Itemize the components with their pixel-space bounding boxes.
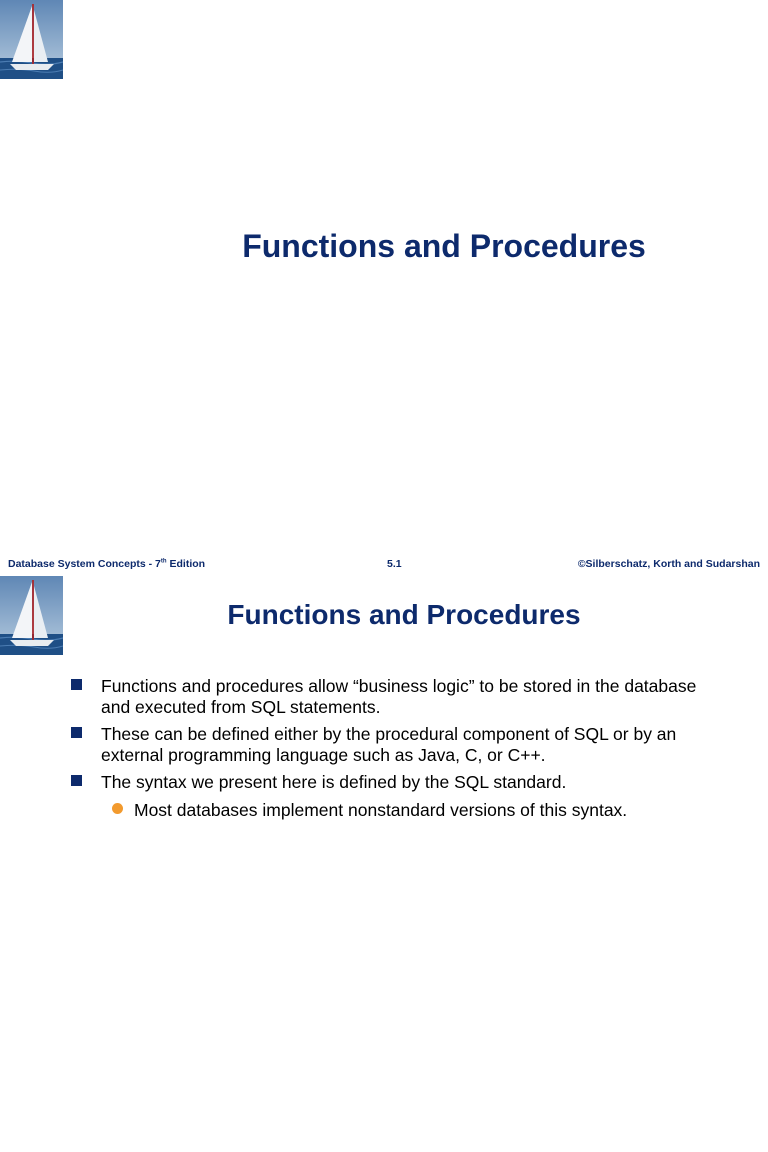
slide-title: Functions and Procedures (227, 599, 581, 630)
square-bullet-icon (71, 679, 82, 690)
bullet-list (70, 676, 730, 827)
bullet-text: The syntax we present here is defined by the SQL standard. (101, 772, 567, 792)
slide-footer (8, 558, 760, 572)
content-slide (0, 576, 768, 1152)
bullet-item (70, 724, 730, 766)
orange-dot-bullet-icon (112, 803, 123, 814)
footer-book-title: Database System Concepts - 7th Edition (8, 558, 206, 570)
sub-bullet-item (101, 800, 730, 821)
bullet-text: Functions and procedures allow “business logic” to be stored in the database and executed from SQL statements. (101, 676, 697, 717)
square-bullet-icon (71, 775, 82, 786)
sub-bullet-text: Most databases implement nonstandard versions of this syntax. (134, 800, 628, 820)
bullet-item (70, 676, 730, 718)
footer-copyright: ©Silberschatz, Korth and Sudarshan (577, 558, 760, 570)
sailboat-logo-icon (0, 0, 63, 79)
square-bullet-icon (71, 727, 82, 738)
bullet-text: These can be defined either by the procedural component of SQL or by an external programming language such as Java, C, or C++. (101, 724, 677, 765)
slide-title: Functions and Procedures (242, 228, 646, 264)
footer-page-number: 5.1 (387, 558, 402, 570)
bullet-item (70, 772, 730, 821)
sub-bullet-list (101, 800, 730, 821)
